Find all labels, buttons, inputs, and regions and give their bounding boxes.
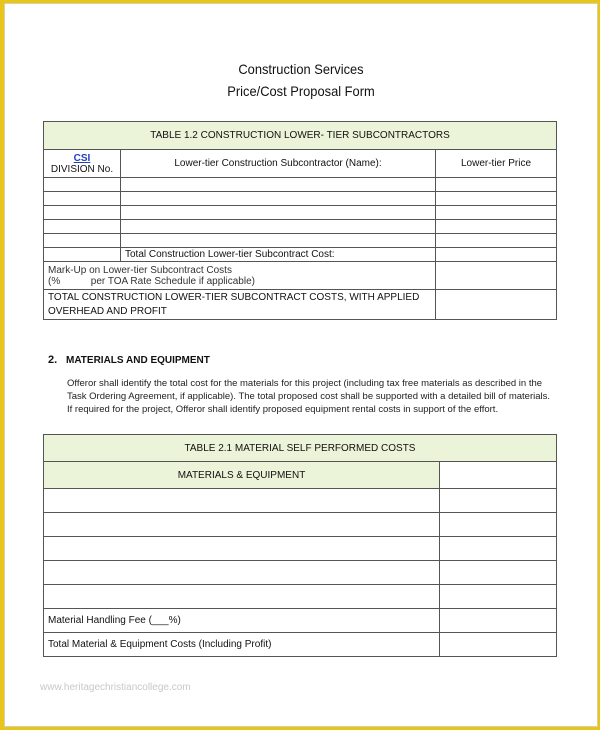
table-cell[interactable] [436, 206, 557, 220]
table-cell[interactable] [44, 537, 440, 561]
table21-title: TABLE 2.1 MATERIAL SELF PERFORMED COSTS [44, 435, 557, 462]
material-handling-fee-value[interactable] [440, 609, 557, 633]
table-row [44, 220, 557, 234]
total-subcontract-cost-label: Total Construction Lower-tier Subcontract Cost: [121, 248, 436, 262]
section-2-paragraph: Offeror shall identify the total cost for the materials for this project (including tax free materials as described in the Task Ordering Agreement, if applicable). The total proposed cost shall be supported with a detailed bill of materials. [67, 378, 551, 402]
document-page [4, 3, 598, 727]
table-row [44, 248, 557, 262]
grand-total-value[interactable] [436, 290, 557, 320]
grand-total-line2: OVERHEAD AND PROFIT [48, 305, 167, 317]
markup-label [44, 262, 436, 290]
markup-label-line1: Mark-Up on Lower-tier Subcontract Costs [48, 264, 232, 276]
table-lower-tier-subcontractors [43, 121, 557, 320]
table-cell[interactable] [44, 206, 121, 220]
table-cell[interactable] [436, 234, 557, 248]
table-cell[interactable] [44, 489, 440, 513]
table-cell[interactable] [44, 561, 440, 585]
markup-label-line2: (% per TOA Rate Schedule if applicable) [48, 275, 255, 287]
table-cell[interactable] [44, 192, 121, 206]
table-row [44, 192, 557, 206]
lower-tier-price-header: Lower-tier Price [436, 150, 557, 178]
table-row [44, 262, 557, 290]
table-cell[interactable] [121, 220, 436, 234]
division-no-label: DIVISION No. [50, 163, 114, 175]
table-row [44, 633, 557, 657]
table-row [44, 489, 557, 513]
table-row [44, 178, 557, 192]
table-cell[interactable] [44, 513, 440, 537]
material-handling-fee-label: Material Handling Fee (___%) [44, 609, 440, 633]
section-title: MATERIALS AND EQUIPMENT [66, 355, 210, 366]
table-cell[interactable] [440, 513, 557, 537]
section-2-heading [48, 354, 210, 366]
table-row [44, 290, 557, 320]
watermark-text: www.heritagechristiancollege.com [40, 682, 191, 693]
table-row [44, 561, 557, 585]
form-title-line2: Price/Cost Proposal Form [227, 83, 375, 99]
section-number: 2. [48, 354, 58, 366]
total-material-costs-label: Total Material & Equipment Costs (Including Profit) [44, 633, 440, 657]
grand-total-label [44, 290, 436, 320]
total-subcontract-cost-value[interactable] [436, 248, 557, 262]
table-row [44, 513, 557, 537]
csi-link[interactable]: CSI [73, 152, 91, 164]
subcontractor-name-header: Lower-tier Construction Subcontractor (Name): [121, 150, 436, 178]
total-material-costs-value[interactable] [440, 633, 557, 657]
markup-value[interactable] [436, 262, 557, 290]
table-cell[interactable] [436, 192, 557, 206]
table-cell[interactable] [440, 537, 557, 561]
section-2-body [67, 377, 557, 416]
table-cell[interactable] [121, 192, 436, 206]
table-cell[interactable] [121, 206, 436, 220]
table-cell[interactable] [44, 234, 121, 248]
table-row [44, 585, 557, 609]
table-cell[interactable] [440, 561, 557, 585]
materials-equipment-header: MATERIALS & EQUIPMENT [44, 462, 440, 489]
table-row [44, 537, 557, 561]
table-cell[interactable] [436, 178, 557, 192]
table-cell[interactable] [44, 178, 121, 192]
table-cell[interactable] [440, 489, 557, 513]
table-material-self-performed [43, 434, 557, 657]
section-2-paragraph: If required for the project, Offeror shall identify proposed equipment rental costs in support of the effort. [67, 404, 499, 415]
table-cell[interactable] [440, 585, 557, 609]
table-row [44, 234, 557, 248]
form-title-line1: Construction Services [238, 61, 364, 77]
table-cell[interactable] [44, 248, 121, 262]
table-cell[interactable] [44, 220, 121, 234]
table12-title: TABLE 1.2 CONSTRUCTION LOWER- TIER SUBCONTRACTORS [44, 122, 557, 150]
table-cell[interactable] [121, 178, 436, 192]
grand-total-line1: TOTAL CONSTRUCTION LOWER-TIER SUBCONTRACT COSTS, WITH APPLIED [48, 291, 420, 303]
materials-equipment-value-header [440, 462, 557, 489]
table-row [44, 609, 557, 633]
table-cell[interactable] [121, 234, 436, 248]
table-cell[interactable] [44, 585, 440, 609]
table-row [44, 206, 557, 220]
table-cell[interactable] [436, 220, 557, 234]
csi-division-header [44, 150, 121, 178]
